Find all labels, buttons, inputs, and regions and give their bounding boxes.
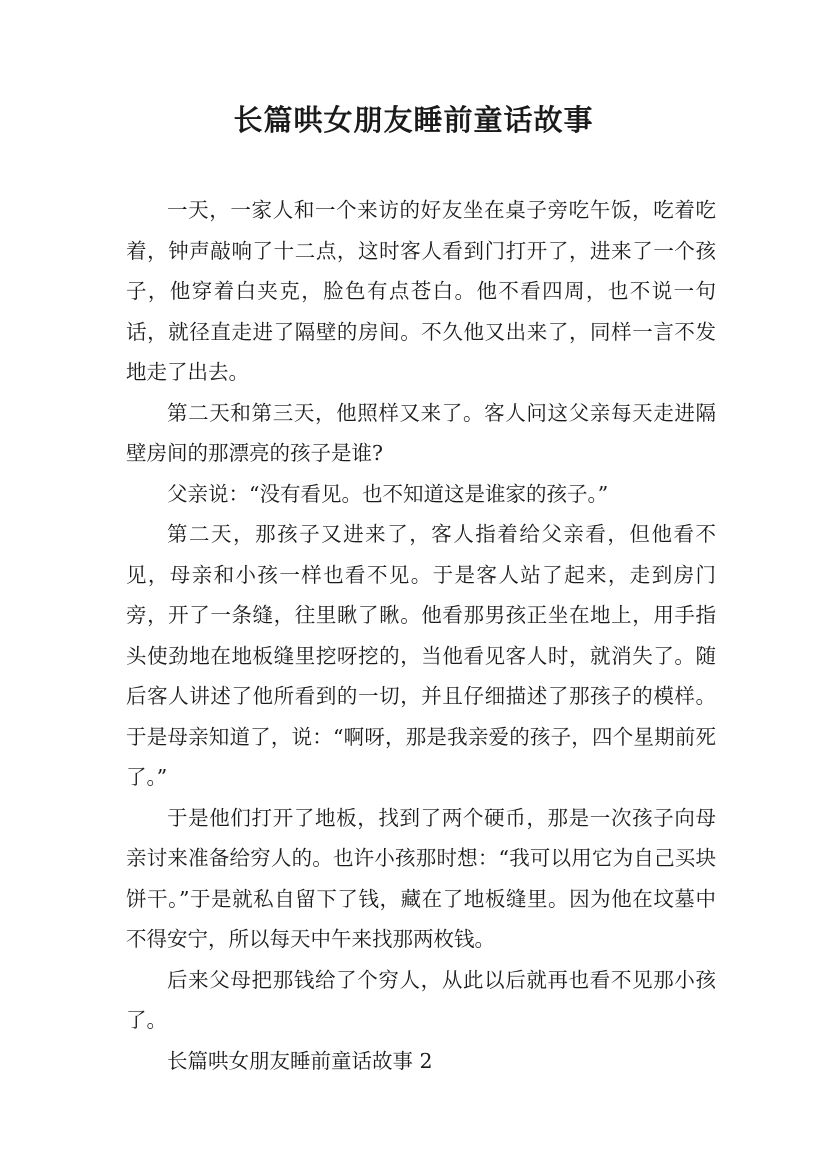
paragraph-6: 后来父母把那钱给了个穷人，从此以后就再也看不见那小孩了。 [126,967,716,1032]
paragraph-4: 第二天，那孩子又进来了，客人指着给父亲看，但他看不见，母亲和小孩一样也看不见。于是客人站了起来，走到房门旁，开了一条缝，往里瞅了瞅。他看那男孩正坐在地上，用手指头使劲地在地板缝里挖呀挖的，当他看见客人时，就消失了。随后客人讲述了他所看到的一切，并且仔细描述了那孩子的模样。于是母亲知道了，说：“啊呀，那是我亲爱的孩子，四个星期前死了。” [126,522,716,789]
paragraph-5: 于是他们打开了地板，找到了两个硬币，那是一次孩子向母亲讨来准备给穷人的。也许小孩那时想：“我可以用它为自己买块饼干。”于是就私自留下了钱，藏在了地板缝里。因为他在坟墓中不得安宁，所以每天中午来找那两枚钱。 [126,805,716,951]
document-title: 长篇哄女朋友睡前童话故事 [233,103,594,137]
section-heading: 长篇哄女朋友睡前童话故事 2 [167,1048,433,1073]
paragraph-1: 一天，一家人和一个来访的好友坐在桌子旁吃午饭，吃着吃着，钟声敲响了十二点，这时客人看到门打开了，进来了一个孩子，他穿着白夹克，脸色有点苍白。他不看四周，也不说一句话，就径直走进了隔壁的房间。不久他又出来了，同样一言不发地走了出去。 [126,198,716,384]
document-body [126,190,716,1081]
paragraph-2: 第二天和第三天，他照样又来了。客人问这父亲每天走进隔壁房间的那漂亮的孩子是谁? [126,400,716,465]
paragraph-3: 父亲说：“没有看见。也不知道这是谁家的孩子。” [167,481,609,506]
